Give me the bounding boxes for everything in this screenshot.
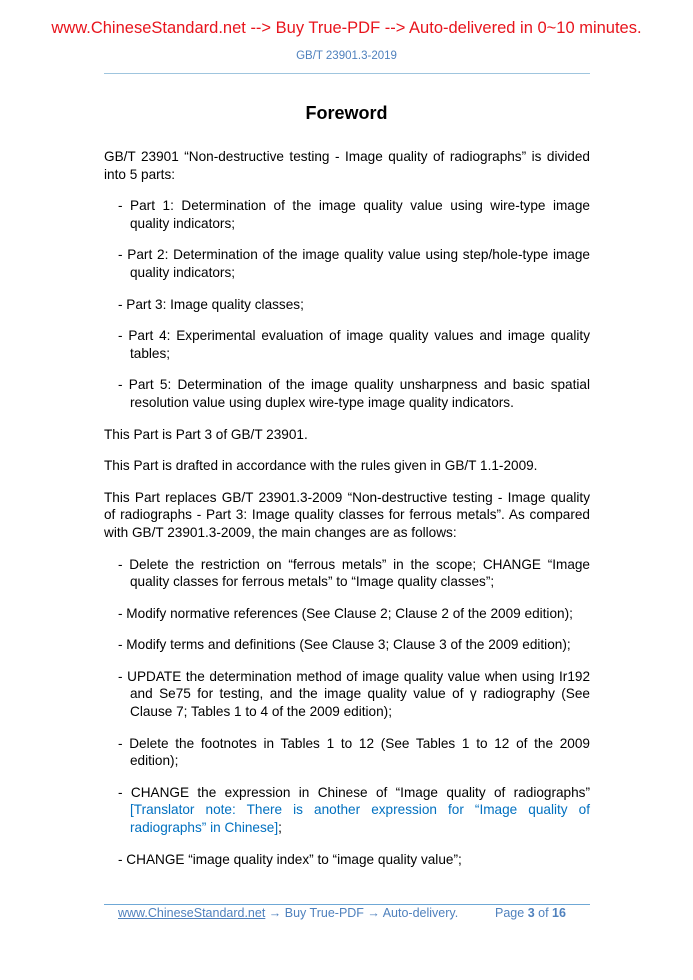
total-pages: 16 — [552, 906, 566, 920]
footer — [118, 906, 458, 920]
header-divider — [104, 73, 590, 74]
translator-note: [Translator note: There is another expression for “Image quality of radiographs” in Chinese] — [130, 802, 590, 836]
footer-divider — [104, 904, 590, 905]
list-item: - Delete the footnotes in Tables 1 to 12 (See Tables 1 to 12 of the 2009 edition); — [118, 735, 590, 769]
list-item: - Part 2: Determination of the image quality value using step/hole-type image quality indicators; — [118, 247, 590, 280]
footer-link[interactable]: www.ChineseStandard.net — [118, 906, 266, 920]
foreword-body — [104, 148, 590, 882]
footer-text: → Buy True-PDF → Auto-delivery. — [265, 906, 459, 920]
paragraph: This Part replaces GB/T 23901.3-2009 “Non-destructive testing - Image quality of radiographs - Part 3: Image quality classes for ferrous metals”. As compared with GB/T 23901.3-2009, the main changes are as follows: — [104, 489, 590, 540]
list-item: - UPDATE the determination method of image quality value when using Ir192 and Se75 for testing, and the image quality value of γ radiography (See Clause 7; Tables 1 to 4 of the 2009 edition); — [118, 668, 590, 720]
page-title: Foreword — [305, 103, 388, 123]
promo-banner[interactable]: www.ChineseStandard.net --> Buy True-PDF --> Auto-delivered in 0~10 minutes. — [51, 19, 642, 37]
list-item: - Part 3: Image quality classes; — [118, 296, 304, 312]
list-item: - Part 4: Experimental evaluation of image quality values and image quality tables; — [118, 328, 590, 361]
list-item: - CHANGE “image quality index” to “image quality value”; — [118, 851, 462, 867]
list-item: - Part 5: Determination of the image quality unsharpness and basic spatial resolution value using duplex wire-type image quality indicators. — [118, 377, 590, 410]
page-label: Page — [495, 906, 525, 920]
of-label: of — [538, 906, 549, 920]
paragraph: This Part is Part 3 of GB/T 23901. — [104, 426, 308, 442]
paragraph: This Part is drafted in accordance with the rules given in GB/T 1.1-2009. — [104, 458, 538, 474]
document-header: GB/T 23901.3-2019 — [296, 50, 397, 62]
intro-paragraph: GB/T 23901 “Non-destructive testing - Image quality of radiographs” is divided into 5 parts: — [104, 149, 590, 182]
list-item: - Delete the restriction on “ferrous metals” in the scope; CHANGE “Image quality classes for ferrous metals” to “Image quality classes”; — [118, 556, 590, 590]
list-item: - Part 1: Determination of the image quality value using wire-type image quality indicators; — [118, 198, 590, 231]
list-item: - Modify normative references (See Clause 2; Clause 2 of the 2009 edition); — [118, 605, 573, 621]
list-item — [118, 784, 590, 837]
list-item-end: ; — [278, 820, 282, 836]
list-item: - Modify terms and definitions (See Clause 3; Clause 3 of the 2009 edition); — [118, 637, 571, 653]
list-item-text: - CHANGE the expression in Chinese of “Image quality of radiographs” — [118, 784, 590, 800]
page-number — [495, 906, 566, 920]
current-page: 3 — [527, 906, 535, 920]
